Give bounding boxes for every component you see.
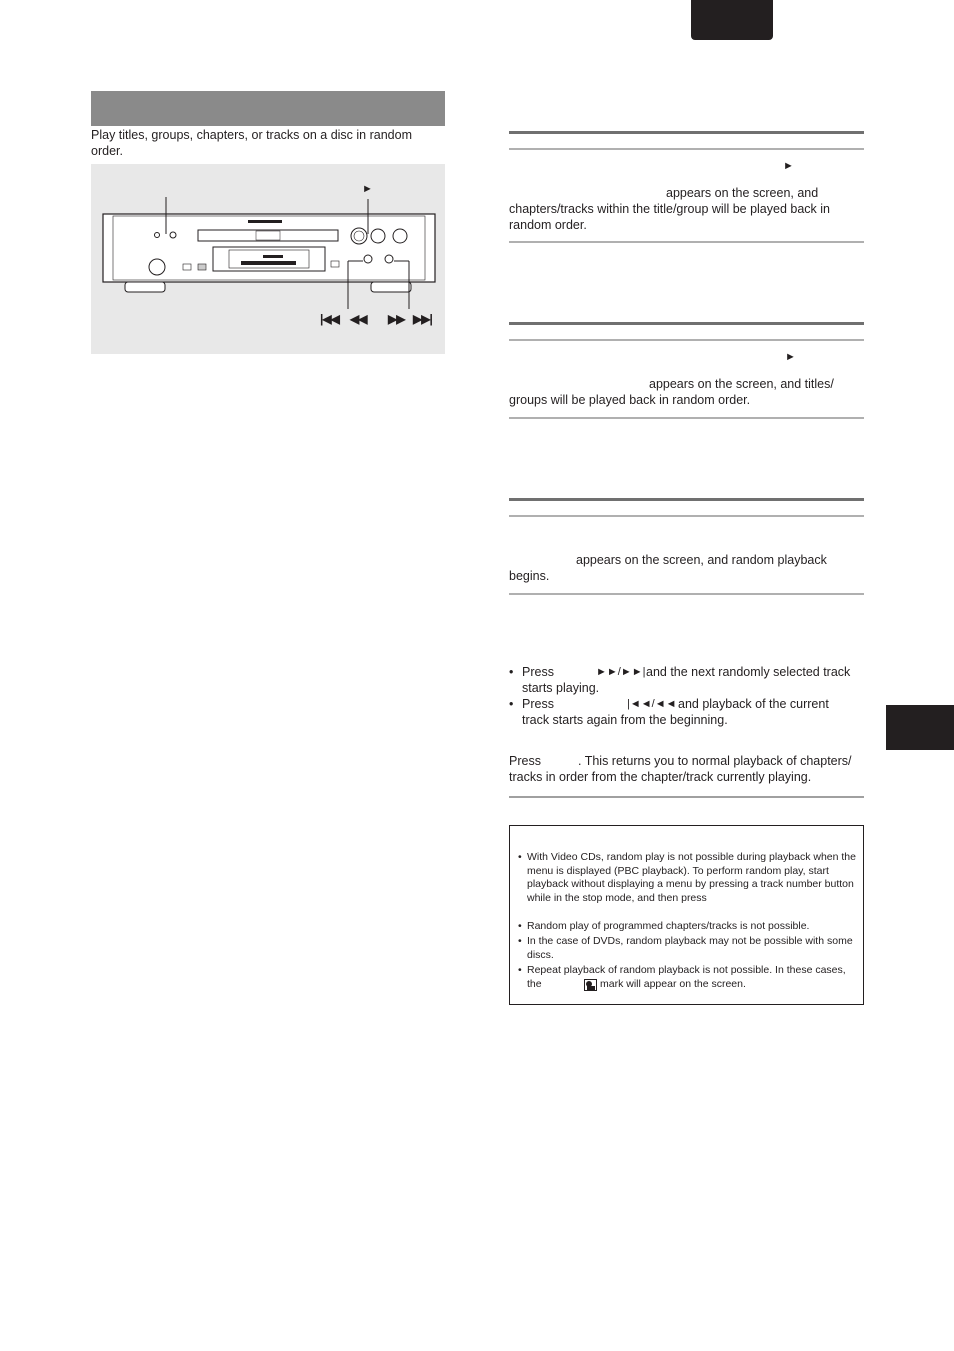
chapter-tab	[886, 705, 954, 750]
step-rule	[509, 515, 864, 517]
skip-fwd-label: ▶▶|	[413, 312, 432, 326]
section-rule	[509, 796, 864, 798]
skip-back-text-a: and playback of the current	[678, 697, 829, 711]
skip-back-label: |◀◀	[320, 312, 339, 326]
press-word: Press	[522, 697, 554, 711]
skip-forward-icon: ►►/►►|	[596, 666, 646, 678]
note-text-tail: mark will appear on the screen.	[600, 978, 746, 990]
note-text: With Video CDs, random play is not possible during playback when the menu is displayed (PBC playback). To perform random play, start playback without displaying a menu by pressing a track number button while in the stop mode, and then press	[527, 851, 856, 905]
language-tab	[691, 0, 773, 40]
sec2-text-a: appears on the screen, and titles/	[649, 377, 834, 391]
sec1-text-a: appears on the screen, and	[666, 186, 819, 200]
note-text: In the case of DVDs, random playback may not be possible with some discs.	[527, 935, 853, 961]
sec2-text-b: groups will be played back in random order.	[509, 393, 751, 407]
note-item: • With Video CDs, random play is not possible during playback when the menu is displayed (PBC playback). To perform random play, start playback without displaying a menu by pressing a track number button while in the stop mode, and then press	[518, 851, 856, 905]
play-icon: ►	[783, 160, 794, 172]
step-rule	[509, 148, 864, 150]
section-title-bar	[91, 91, 445, 126]
play-indicator-icon: ►	[362, 183, 373, 195]
note-text: Repeat playback of random playback is not possible. In these cases, the	[527, 964, 846, 990]
skip-forward-text-a: and the next randomly selected track	[646, 665, 851, 679]
press-word: Press	[522, 665, 554, 679]
fwd-label: ▶▶	[388, 312, 405, 326]
step-rule	[509, 593, 864, 595]
cancel-press: Press	[509, 754, 541, 768]
skip-back-text-b: track starts again from the beginning.	[522, 713, 728, 727]
note-item: • Repeat playback of random playback is not possible. In these cases, the	[518, 964, 846, 990]
prohibited-mark-icon	[584, 978, 597, 990]
sec1-text-b: chapters/tracks within the title/group will be played back in random order.	[509, 202, 830, 232]
rev-label: ◀◀	[350, 312, 367, 326]
intro-text: Play titles, groups, chapters, or tracks on a disc in random order.	[91, 128, 412, 158]
note-item: • Random play of programmed chapters/tracks is not possible.	[518, 920, 810, 932]
section-rule	[509, 131, 864, 134]
player-illustration	[91, 164, 445, 354]
note-item: • In the case of DVDs, random playback may not be possible with some discs.	[518, 935, 853, 961]
skip-forward-bullet: • Press ►►/►►|	[509, 665, 646, 679]
cancel-text-a: . This returns you to normal playback of chapters/	[578, 754, 852, 768]
note-text: Random play of programmed chapters/tracks is not possible.	[527, 920, 810, 932]
section-rule	[509, 322, 864, 325]
skip-forward-text-b: starts playing.	[522, 681, 600, 695]
sec3-text-a: appears on the screen, and random playback	[576, 553, 827, 567]
step-rule	[509, 241, 864, 243]
section-rule	[509, 498, 864, 501]
skip-back-bullet: • Press |◄◄/◄◄	[509, 697, 677, 711]
skip-back-icon: |◄◄/◄◄	[627, 698, 677, 710]
step-rule	[509, 339, 864, 341]
cancel-text-b: tracks in order from the chapter/track currently playing.	[509, 770, 812, 784]
sec3-text-b: begins.	[509, 569, 550, 583]
play-icon: ►	[785, 351, 796, 363]
step-rule	[509, 417, 864, 419]
